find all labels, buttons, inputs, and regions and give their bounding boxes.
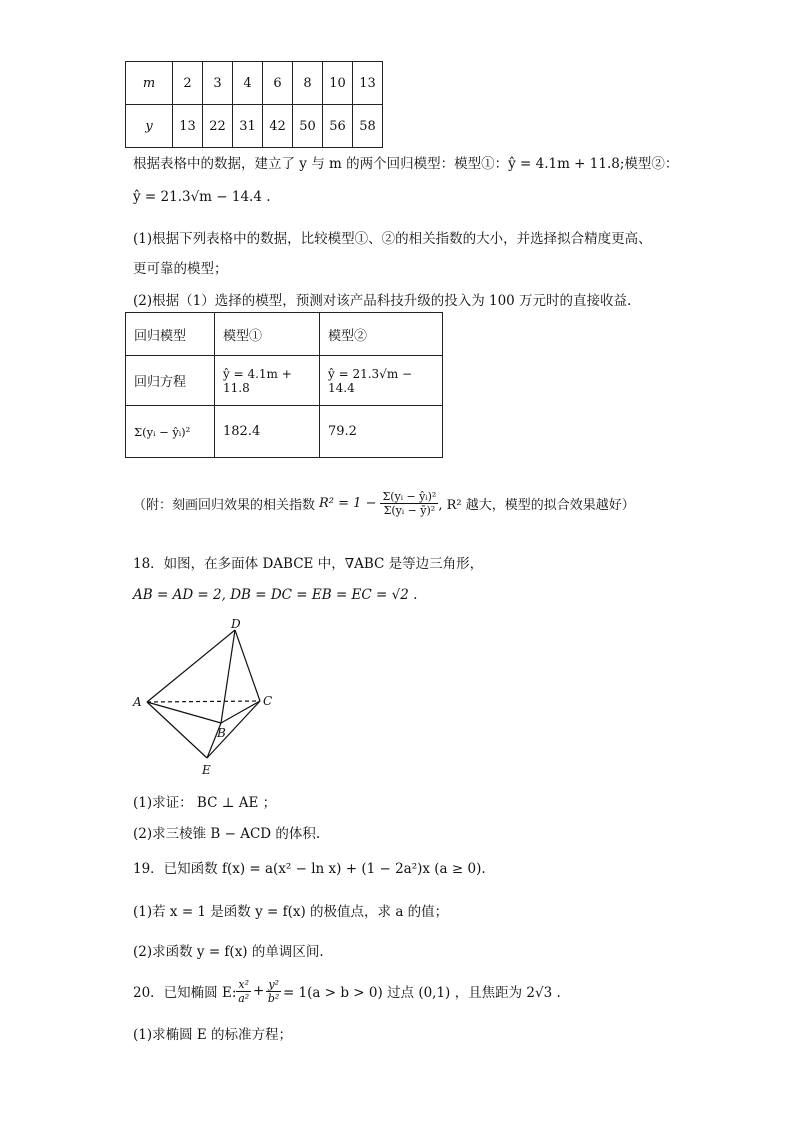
table-row: [126, 406, 443, 458]
table-cell: 56: [323, 105, 353, 148]
table-header-row: [126, 313, 443, 356]
table-cell: 50: [293, 105, 323, 148]
fraction-numerator: x²: [238, 977, 249, 991]
fraction-denominator: b²: [267, 991, 280, 1005]
fraction-denominator: Σ(yᵢ − ȳ)²: [383, 503, 436, 517]
table-cell: 22: [203, 105, 233, 148]
vertex-label-A: A: [133, 695, 142, 709]
edge-AD: [147, 630, 235, 702]
vertex-label-D: D: [231, 617, 241, 631]
edge-BC: [221, 701, 260, 723]
table-cell: 10: [323, 62, 353, 105]
problem-19-stem: 19．已知函数 f(x) = a(x² − ln x) + (1 − 2a²)x (a ≥ 0).: [133, 861, 486, 877]
problem-20-prefix: 20．已知椭圆 E:: [133, 985, 237, 1001]
fraction-denominator: a²: [238, 991, 250, 1005]
table-cell: 3: [203, 62, 233, 105]
fraction-x-over-a: [236, 978, 251, 1005]
paragraph-models: 根据表格中的数据，建立了 y 与 m 的两个回归模型：模型①：ŷ = 4.1m + 11.8;模型②：: [133, 156, 679, 172]
problem-19-q1: (1)若 x = 1 是函数 y = f(x) 的极值点，求 a 的值；: [133, 904, 449, 920]
note-prefix: （附：刻画回归效果的相关指数: [133, 497, 316, 513]
table-cell: 4: [233, 62, 263, 105]
problem-18-conditions: AB = AD = 2, DB = DC = EB = EC = √2 .: [133, 587, 418, 603]
model-comparison-table: [125, 312, 443, 458]
plus-sign: +: [253, 983, 265, 999]
table-row: [126, 62, 383, 105]
sum-residual-label: Σ(yᵢ − ŷᵢ)²: [126, 406, 215, 458]
header-cell: 回归模型: [126, 313, 215, 356]
data-table-m-y: [125, 61, 383, 148]
model-2-equation: ŷ = 21.3√m − 14.4 .: [133, 189, 271, 205]
table-cell: 58: [353, 105, 383, 148]
table-cell: 8: [293, 62, 323, 105]
problem-20-suffix: = 1(a > b > 0) 过点 (0,1) ，且焦距为 2√3 .: [282, 985, 561, 1001]
r-squared-note: [133, 478, 635, 528]
table-cell: 13: [353, 62, 383, 105]
table-cell: ŷ = 4.1m + 11.8: [215, 356, 320, 406]
problem-18-stem: 18．如图，在多面体 DABCE 中，∇ABC 是等边三角形，: [133, 556, 484, 572]
edge-EC: [207, 701, 260, 758]
table-cell: 13: [173, 105, 203, 148]
problem-20-q1: (1)求椭圆 E 的标准方程；: [133, 1027, 293, 1043]
problem-20-stem: [133, 972, 561, 1010]
table-row: [126, 105, 383, 148]
edge-DC: [235, 630, 260, 701]
vertex-label-E: E: [202, 763, 211, 777]
table-cell: ŷ = 21.3√m − 14.4: [320, 356, 443, 406]
edge-AC-hidden: [147, 701, 260, 702]
problem-18-q2: (2)求三棱锥 B − ACD 的体积.: [133, 826, 321, 842]
note-suffix: , R² 越大，模型的拟合效果越好）: [438, 497, 635, 513]
r-squared-fraction: [380, 490, 438, 517]
row-head-m: m: [126, 62, 173, 105]
fraction-y-over-b: [266, 978, 281, 1005]
edge-DB: [221, 630, 235, 723]
row-head-y: y: [126, 105, 173, 148]
table-cell: 31: [233, 105, 263, 148]
fraction-numerator: Σ(yᵢ − ŷᵢ)²: [382, 489, 437, 503]
table-cell: 79.2: [320, 406, 443, 458]
header-cell: 模型①: [215, 313, 320, 356]
vertex-label-B: B: [217, 726, 226, 740]
table-cell: 42: [263, 105, 293, 148]
table-row: [126, 356, 443, 406]
table-cell: 6: [263, 62, 293, 105]
problem-19-q2: (2)求函数 y = f(x) 的单调区间.: [133, 944, 324, 960]
fraction-numerator: y²: [268, 977, 279, 991]
table-cell: 2: [173, 62, 203, 105]
vertex-label-C: C: [263, 694, 273, 708]
polyhedron-figure: [125, 615, 285, 785]
note-formula-left: R² = 1 −: [319, 495, 377, 511]
table-cell: 回归方程: [126, 356, 215, 406]
problem-18-q1: (1)求证： BC ⊥ AE ；: [133, 795, 277, 811]
table-cell: 182.4: [215, 406, 320, 458]
question-1-line-1: (1)根据下列表格中的数据，比较模型①、②的相关指数的大小，并选择拟合精度更高、: [133, 231, 652, 247]
question-2: (2)根据（1）选择的模型，预测对该产品科技升级的投入为 100 万元时的直接收益.: [133, 293, 632, 309]
header-cell: 模型②: [320, 313, 443, 356]
question-1-line-2: 更可靠的模型；: [133, 261, 228, 277]
